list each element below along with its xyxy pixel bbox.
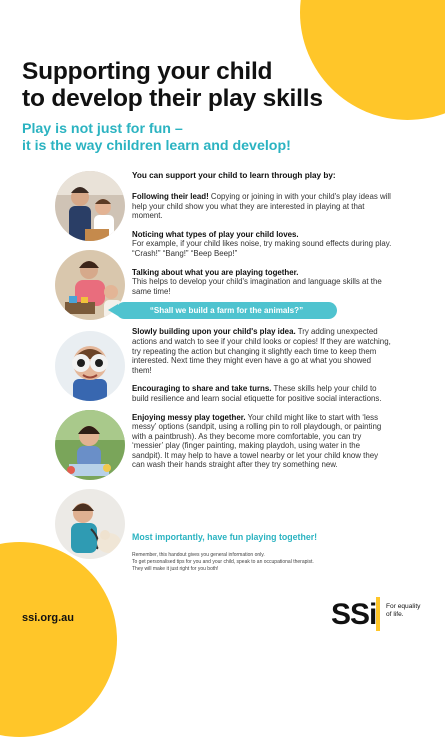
website-url[interactable]: ssi.org.au (22, 612, 74, 624)
ssi-logo (331, 594, 441, 636)
tip-lead: Slowly building upon your child's play idea. (132, 327, 296, 337)
tip-lead: Enjoying messy play together. (132, 412, 246, 422)
subtitle-line-2: it is the way children learn and develop! (22, 137, 291, 154)
tip-item (132, 268, 392, 297)
logo-wordmark: SSi (331, 598, 377, 631)
photo-child-playing-doctor (55, 489, 125, 559)
photo-child-with-toy-eyes (55, 331, 125, 401)
tip-lead: Following their lead! (132, 192, 209, 201)
disclaimer (132, 552, 362, 574)
logo-tagline-line-1: For equality (386, 603, 421, 610)
tip-text: These skills help your child to build resilience and learn social etiquette for positive social interactions. (132, 384, 382, 403)
tip-text: This helps to develop your child's imagination and language skills at the same time! (132, 277, 382, 296)
tip-lead: Encouraging to share and take turns. (132, 384, 272, 394)
page-title (22, 58, 367, 112)
tip-item (132, 384, 392, 403)
photo-parent-and-children (55, 171, 125, 241)
tip-item (132, 192, 392, 221)
intro-text: You can support your child to learn through play by: (132, 171, 336, 180)
closing-message: Most importantly, have fun playing together! (132, 532, 318, 542)
tip-text: Your child might like to start with ‘less messy’ options (sandpit, using a rolling pin to roll playdough, or painting with a paintbrush). As they become more comfortable, you can try ‘messier’ play (finger painting, making playdoh, using water in the sandpit). It may help to have a towel nearby or let your child know they can wash their hands straight after they try something new. (132, 412, 382, 470)
tips-content (132, 171, 392, 479)
tip-item (132, 413, 392, 471)
logo-tagline (386, 603, 436, 619)
tip-text: For example, if your child likes noise, try making sound effects during play. “Crash!” “Bang!” “Beep Beep!” (132, 239, 392, 258)
tip-text: Copying or joining in with your child's play ideas will help your child show you what they are interested in playing at that moment. (132, 192, 391, 221)
speech-bubble: “Shall we build a farm for the animals?” (116, 302, 337, 319)
tip-text: Try adding unexpected actions and watch to see if your child looks or copies! If they are watching, try repeating the action but changing it slightly each time to keep them interested. Next time they might even have a go at what you showed them! (132, 327, 391, 375)
title-line-1: Supporting your child (22, 58, 273, 85)
tip-item (132, 230, 392, 259)
tip-lead: Talking about what you are playing together. (132, 267, 299, 277)
page-subtitle (22, 121, 352, 154)
photo-child-with-toys-outdoors (55, 410, 125, 480)
disclaimer-line-3: They will make it just right for you both! (132, 566, 219, 573)
subtitle-line-1: Play is not just for fun – (22, 121, 183, 137)
tip-lead: Noticing what types of play your child loves. (132, 229, 299, 239)
logo-tagline-line-2: of life. (386, 611, 404, 618)
logo-accent-bar (376, 597, 380, 631)
tip-item (132, 327, 392, 375)
decorative-yellow-circle-bottom-left (0, 542, 117, 737)
disclaimer-line-2: To get personalised tips for you and your child, speak to an occupational therapist. (132, 559, 314, 566)
disclaimer-line-1: Remember, this handout gives you general information only. (132, 552, 265, 558)
title-line-2: to develop their play skills (22, 85, 323, 112)
